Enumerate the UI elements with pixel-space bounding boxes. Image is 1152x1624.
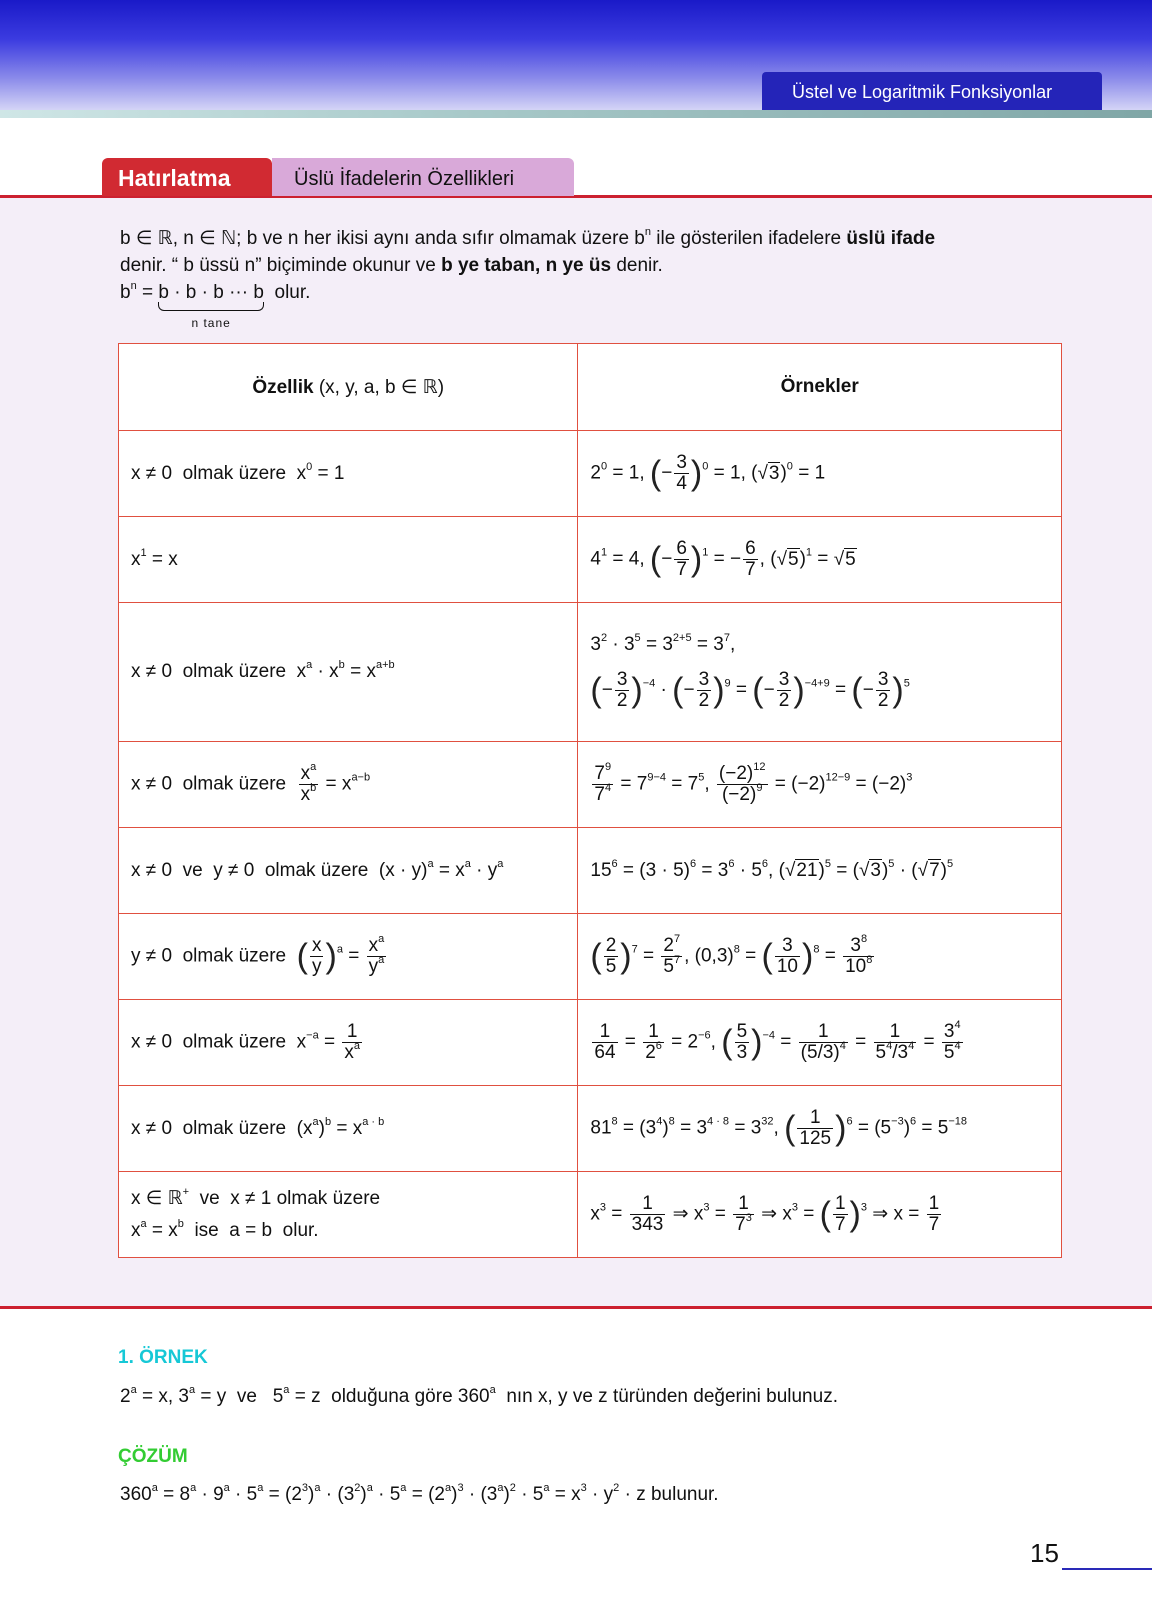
intro-text: denir. xyxy=(611,255,663,276)
example-cell: $81^8 = (3^4)^8 = 3^{4 \cdot 8} = 3^{32}$, ( $\frac{1}{125}$ )$^6 = (5^{-3})^6 = 5^{-18}$ xyxy=(578,1086,1062,1172)
table-row xyxy=(119,517,1062,603)
intro-line-1 xyxy=(120,226,935,252)
example-text-end: nın x, y ve z türünden değerini bulunuz. xyxy=(506,1386,838,1407)
power-exponent: n xyxy=(130,280,137,292)
intro-text: denir. “ b üssü n” biçiminde okunur ve xyxy=(120,255,442,276)
table-row xyxy=(119,1000,1062,1086)
intro-text: ile gösterilen ifadelere xyxy=(650,228,847,249)
property-cell: x ≠ 0 olmak üzere $x^0 = 1$ xyxy=(119,431,578,517)
table-row xyxy=(119,431,1062,517)
header-property-label: Özellik xyxy=(252,376,314,398)
example-cell: $\frac{1}{64}$ = $\frac{1}{2^6}$ = $2^{-6}$, ( $\frac{5}{3}$ )$^{-4}$ = $\frac{1}{(5/3)^4}$ = $\frac{1}{5^4/3^4}$ = $\frac{3^4}{5^4}$ xyxy=(578,1000,1062,1086)
example-cell: ( $\frac{2}{5}$ )$^7$ = $\frac{2^7}{5^7}$ , $(0,3)^8$ = ( $\frac{3}{10}$ )$^8$ = $\frac{3^8}{10^8}$ xyxy=(578,914,1062,1000)
example-text: $2^a = x$, $3^a = y$ ve $5^a = z$ olduğuna göre 360$^a$ nın x, y ve z türünden değerini bulunuz. xyxy=(120,1384,838,1407)
topic-tab: Üslü İfadelerin Özellikleri xyxy=(272,158,574,196)
example-text-tail: olduğuna göre 360 xyxy=(331,1386,490,1407)
example-cell: $x^3$ = $\frac{1}{343}$ ⇒ $x^3$ = $\frac{1}{7^3}$ ⇒ $x^3$ = ( $\frac{1}{7}$ )$^3$ ⇒ x = $\frac{1}{7}$ xyxy=(578,1172,1062,1258)
property-cell: y ≠ 0 olmak üzere ( $\frac{x}{y}$ )$^a$ = $\frac{x^a}{y^a}$ xyxy=(119,914,578,1000)
intro-line-2 xyxy=(120,253,663,279)
solution-tail: z bulunur. xyxy=(636,1484,719,1505)
power-base: b xyxy=(120,282,131,303)
property-cell: x ≠ 0 olmak üzere $\frac{x^a}{x^b}$ = $x^{a-b}$ xyxy=(119,742,578,828)
panel-bottom-border xyxy=(0,1306,1152,1309)
property-cell: x ≠ 0 olmak üzere $x^a \cdot x^b = x^{a+b}$ xyxy=(119,603,578,742)
property-cell: x ∈ ℝ+ ve x ≠ 1 olmak üzere $x^a = x^b$ ise a = b olur. xyxy=(119,1172,578,1258)
header-examples-label: Örnekler xyxy=(780,376,859,397)
properties-table xyxy=(118,343,1062,1258)
table-row xyxy=(119,742,1062,828)
example-cell: $4^1 = 4$, (− $\frac{6}{7}$ )$^1$ = − $\frac{6}{7}$ , $(√5)^1 = √5$ xyxy=(578,517,1062,603)
intro-line-3 xyxy=(120,280,311,330)
table-header-row xyxy=(119,344,1062,431)
table-row xyxy=(119,828,1062,914)
solution-text: $360^a = 8^a \cdot 9^a \cdot 5^a = (2^3)^a \cdot (3^2)^a \cdot 5^a = (2^a)^3 \cdot (3^a)^2 \cdot 5^a = x^3 \cdot y^2 \cdot z$ bulunur. xyxy=(120,1482,719,1505)
product-underbrace xyxy=(158,280,264,330)
intro-suffix: olur. xyxy=(274,282,311,303)
property-cell: x ≠ 0 olmak üzere $x^{-a}$ = $\frac{1}{x^a}$ xyxy=(119,1000,578,1086)
intro-bold: üslü ifade xyxy=(846,228,936,249)
header-property xyxy=(119,344,578,431)
intro-text: b ∈ ℝ, n ∈ ℕ; b ve n her ikisi aynı anda sıfır olmamak üzere b xyxy=(120,228,645,249)
page-number-rule xyxy=(1062,1568,1152,1570)
page-number: 15 xyxy=(1030,1538,1059,1568)
example-cell: $2^0 = 1$, (− $\frac{3}{4}$ )$^0$ = 1, $(√3)^0 = 1$ xyxy=(578,431,1062,517)
intro-exponent: n xyxy=(644,226,651,238)
property-cell: x ≠ 0 olmak üzere $(x^a)^b = x^{a \cdot b}$ xyxy=(119,1086,578,1172)
solution-title: ÇÖZÜM xyxy=(118,1446,188,1467)
table-row xyxy=(119,1086,1062,1172)
table-row xyxy=(119,1172,1062,1258)
example-cell: $15^6 = (3 \cdot 5)^6 = 3^6 \cdot 5^6$, $(√21)^5 = (√3)^5 \cdot (√7)^5$ xyxy=(578,828,1062,914)
example-title: 1. ÖRNEK xyxy=(118,1347,208,1368)
chapter-title: Üstel ve Logaritmik Fonksiyonlar xyxy=(762,72,1102,110)
product-text: b · b · b ··· b xyxy=(158,282,264,303)
example-cell: $3^2 \cdot 3^5 = 3^{2+5} = 3^7$, (− $\frac{3}{2}$ )$^{-4}$ · (− $\frac{3}{2}$ )$^9$ = (− $\frac{3}{2}$ )$^{-4+9}$ = (− $\frac{3}{2}$ )$^5$ xyxy=(578,603,1062,742)
equals: = xyxy=(136,282,159,303)
reminder-tab: Hatırlatma xyxy=(102,158,272,196)
header-divider xyxy=(0,110,1152,118)
property-cell: x ≠ 0 ve y ≠ 0 olmak üzere $(x \cdot y)^a = x^a \cdot y^a$ xyxy=(119,828,578,914)
intro-bold: b ye taban, n ye üs xyxy=(441,255,612,276)
header-examples xyxy=(578,344,1062,431)
property-cell: $x^1 = x$ xyxy=(119,517,578,603)
header-property-domain: (x, y, a, b ∈ ℝ) xyxy=(313,376,445,398)
table-row xyxy=(119,603,1062,742)
brace-label: n tane xyxy=(191,316,231,330)
table-row xyxy=(119,914,1062,1000)
example-cell: $\frac{7^9}{7^4}$ = $7^{9-4} = 7^5$, $\frac{(-2)^{12}}{(-2)^9}$ = $(-2)^{12-9} = (-2)^3$ xyxy=(578,742,1062,828)
